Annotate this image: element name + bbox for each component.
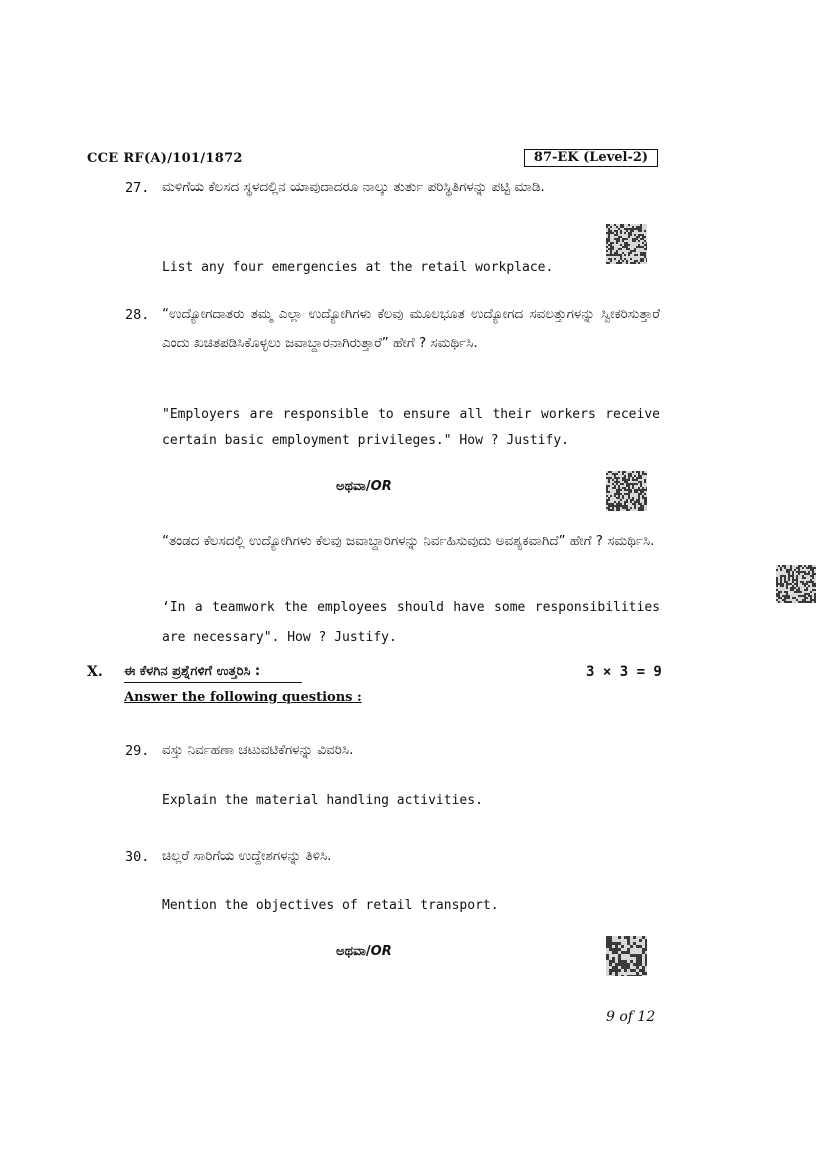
- question-number: 29.: [125, 743, 150, 759]
- alt-question-english-text: ‘In a teamwork the employees should have some responsibilities are necessary". How ? Justify.: [162, 600, 660, 645]
- page-number: 9 of 12: [606, 1009, 656, 1025]
- question-kannada-text: ವಸ್ತು ನಿರ್ವಹಣಾ ಚಟುವಟಿಕೆಗಳನ್ನು ವಿವರಿಸಿ.: [162, 742, 354, 758]
- question-english-text: "Employers are responsible to ensure all their workers receive certain basic employment privileges." How ? Justify.: [162, 407, 660, 448]
- question-kannada-text: ಮಳಿಗೆಯ ಕೆಲಸದ ಸ್ಥಳದಲ್ಲಿನ ಯಾವುದಾದರೂ ನಾಲ್ಕು ತುರ್ತು ಪರಿಸ್ಥಿತಿಗಳನ್ನು ಪಟ್ಟಿ ಮಾಡಿ.: [162, 179, 545, 195]
- section-marks: 3 × 3 = 9: [586, 664, 662, 680]
- question-number: 27.: [125, 180, 150, 196]
- qr-code-icon: [606, 471, 647, 511]
- qr-code-icon: [606, 936, 647, 976]
- qr-code-icon: [606, 224, 647, 264]
- paper-code: CCE RF(A)/101/1872: [87, 151, 243, 166]
- question-kannada-text: ಚಿಲ್ಲರೆ ಸಾರಿಗೆಯ ಉದ್ದೇಶಗಳನ್ನು ತಿಳಿಸಿ.: [162, 848, 332, 864]
- question-english-text: Explain the material handling activities.: [162, 793, 483, 808]
- question-english-text: Mention the objectives of retail transport.: [162, 898, 499, 913]
- alt-question-kannada-text: “ತಂಡದ ಕೆಲಸದಲ್ಲಿ ಉದ್ಯೋಗಿಗಳು ಕೆಲವು ಜವಾಬ್ದಾರಿಗಳನ್ನು ನಿರ್ವಹಿಸುವುದು ಅವಶ್ಯಕವಾಗಿದೆ” ಹೇಗೆ ? ಸಮರ್ಥಿಸಿ.: [162, 533, 655, 549]
- paper-level-box: 87-EK (Level-2): [524, 149, 658, 167]
- question-kannada-text: “ಉದ್ಯೋಗದಾತರು ತಮ್ಮ ಎಲ್ಲಾ ಉದ್ಯೋಗಿಗಳು ಕೆಲವು ಮೂಲಭೂತ ಉದ್ಯೋಗದ ಸವಲತ್ತುಗಳನ್ನು ಸ್ವೀಕರಿಸುತ್ತಾರೆ ಎಂದು ಖಚಿತಪಡಿಸಿಕೊಳ್ಳಲು ಜವಾಬ್ದಾರನಾಗಿರುತ್ತಾರೆ” ಹೇಗೆ ? ಸಮರ್ಥಿಸಿ.: [162, 306, 660, 351]
- question-english-text: List any four emergencies at the retail workplace.: [162, 260, 554, 275]
- or-label: ಅಥವಾ/OR: [336, 479, 392, 494]
- section-title-english: Answer the following questions :: [124, 690, 362, 705]
- question-number: 30.: [125, 849, 150, 865]
- question-number: 28.: [125, 307, 150, 323]
- side-qr-code-icon: [776, 565, 816, 603]
- section-letter: X.: [87, 664, 103, 680]
- or-label: ಅಥವಾ/OR: [336, 944, 392, 959]
- section-title-kannada: ಈ ಕೆಳಗಿನ ಪ್ರಶ್ನೆಗಳಿಗೆ ಉತ್ತರಿಸಿ :: [124, 664, 302, 683]
